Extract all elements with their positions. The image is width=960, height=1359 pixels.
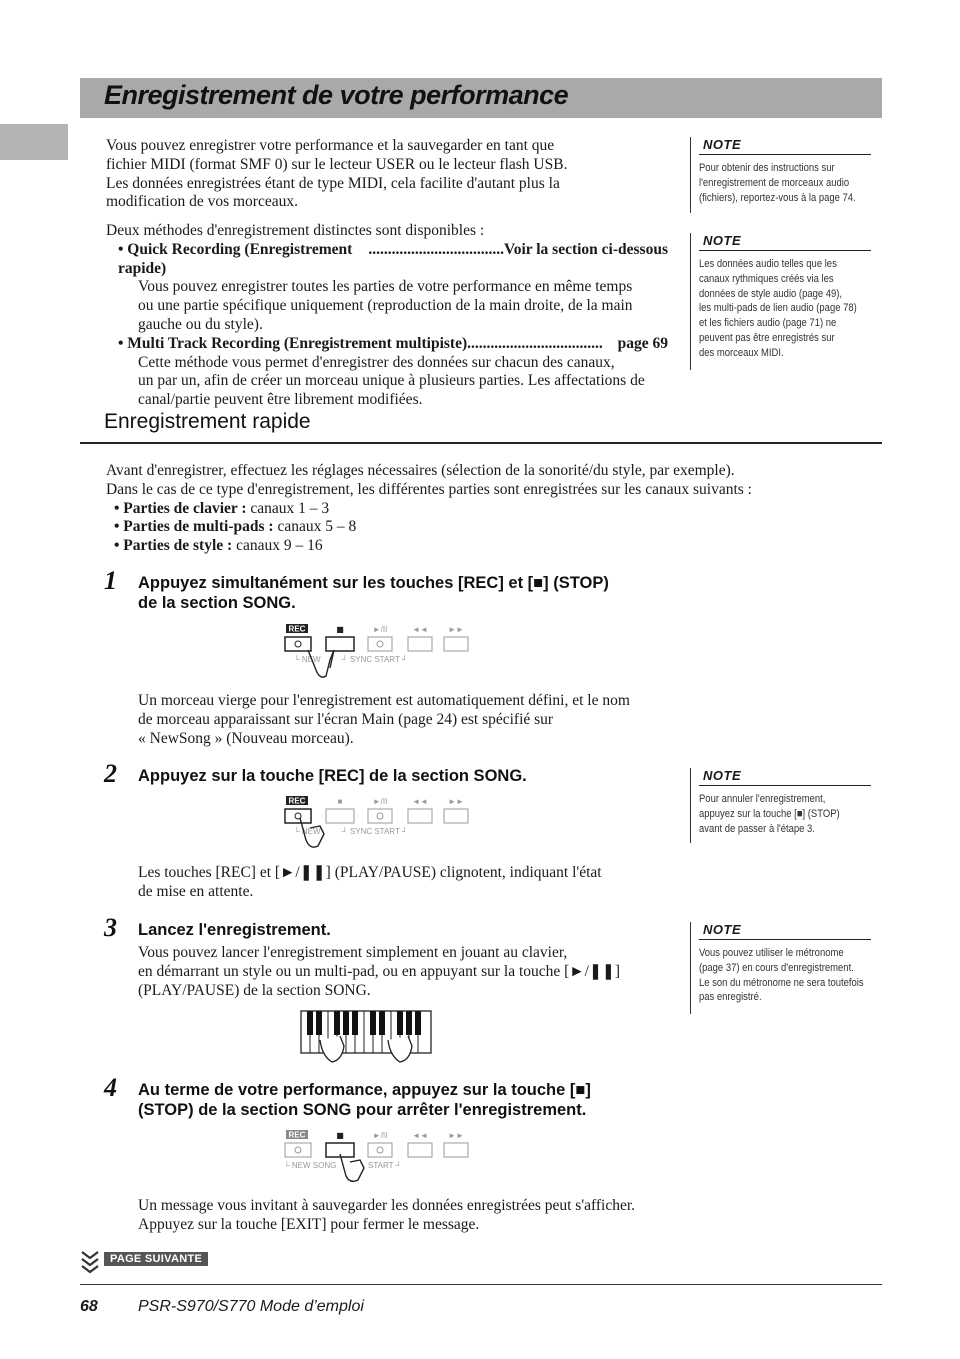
- note-audio-data: NOTE Les données audio telles que les canaux rythmiques créés via les données de style audio (page 49), les multi-pads de lien audio (page 78) et les fichiers audio (page 71) ne peuvent pas être enregistrés sur des morceaux MIDI.: [690, 233, 889, 370]
- song-panel-illustration: [280, 1126, 480, 1188]
- quick-intro: Avant d'enregistrer, effectuez les réglages nécessaires (sélection de la sonorité/du style, par exemple). Dans le cas de ce type d'enregistrement, les différentes parties sont enregistrées sur les canaux suivants : • Parties de clavier : canaux 1 – 3 • Parties de multi-pads : canaux 5 – 8 • Parties de style : canaux 9 – 16: [106, 462, 826, 556]
- step-title: Appuyez simultanément sur les touches [REC] et [■] (STOP) de la section SONG.: [138, 574, 609, 612]
- rew-label: ◄◄: [412, 625, 428, 634]
- step-text: Un message vous invitant à sauvegarder les données enregistrées peut s'afficher. Appuyez sur la touche [EXIT] pour fermer le message.: [138, 1197, 636, 1233]
- manual-title: PSR-S970/S770 Mode d’emploi: [138, 1298, 364, 1315]
- play-label: ►/II: [372, 1131, 388, 1140]
- song-panel-illustration: [280, 620, 480, 684]
- rew-button: [408, 1143, 432, 1157]
- step-number: 2: [104, 759, 117, 788]
- channel-item: • Parties de style : canaux 9 – 16: [114, 537, 323, 555]
- stop-button: [326, 637, 354, 651]
- methods-intro: Deux méthodes d'enregistrement distinctes sont disponibles :: [106, 222, 485, 239]
- stop-label: ■: [336, 1131, 344, 1140]
- ff-button: [444, 637, 468, 651]
- rec-label: REC: [288, 796, 306, 806]
- keyboard-illustration: [300, 1010, 434, 1072]
- next-page-badge: PAGE SUIVANTE: [104, 1252, 208, 1266]
- rec-label: REC: [288, 1130, 306, 1140]
- channel-item: • Parties de multi-pads : canaux 5 – 8: [114, 518, 357, 536]
- next-page-arrow-icon: [80, 1250, 100, 1274]
- step-text: Vous pouvez lancer l'enregistrement simplement en jouant au clavier, en démarrant un style ou un multi-pad, ou en appuyant sur la touche [►/❚❚] (PLAY/PAUSE) de la section SONG.: [138, 944, 621, 999]
- step-title: Au terme de votre performance, appuyez sur la touche [■] (STOP) de la section SONG pour arrêter l'enregistrement.: [138, 1081, 591, 1119]
- play-label: ►/II: [372, 797, 388, 806]
- note-label: NOTE: [699, 922, 871, 940]
- method-quick-desc: Vous pouvez enregistrer toutes les parties de votre performance en même temps ou une partie spécifique uniquement (reproduction de la main droite, de la main gauche ou du style).: [138, 278, 633, 333]
- svg-text:┘ SYNC START ┘: ┘ SYNC START ┘: [342, 655, 408, 664]
- play-button: [368, 637, 392, 651]
- method-multitrack: • Multi Track Recording (Enregistrement multipiste) ................................... page 69: [118, 334, 668, 352]
- step-number: 1: [104, 566, 117, 595]
- step-number: 3: [104, 913, 117, 942]
- stop-label: ■: [336, 625, 344, 634]
- section-heading: Enregistrement rapide: [104, 410, 311, 433]
- ff-button: [444, 1143, 468, 1157]
- note-label: NOTE: [699, 768, 871, 786]
- svg-text:└ NEW SONG: └ NEW SONG: [284, 1161, 337, 1170]
- step-text: Les touches [REC] et [►/❚❚] (PLAY/PAUSE) clignotent, indiquant l'état de mise en attente.: [138, 864, 602, 900]
- step-title: Lancez l'enregistrement.: [138, 921, 331, 939]
- play-button: [368, 1143, 392, 1157]
- rew-label: ◄◄: [412, 1131, 428, 1140]
- method-multitrack-desc: Cette méthode vous permet d'enregistrer des données sur chacun des canaux, un par un, afin de créer un morceau unique à plusieurs parties. Les affectations de canal/partie peuvent être librement modifiées.: [138, 353, 645, 409]
- note-audio-recording: NOTE Pour obtenir des instructions sur l'enregistrement de morceaux audio (fichiers), reportez-vous à la page 74.: [690, 137, 889, 213]
- page-title: Enregistrement de votre performance: [104, 80, 569, 110]
- note-cancel: NOTE Pour annuler l'enregistrement, appuyez sur la touche [■] (STOP) avant de passer à l'étape 3.: [690, 768, 889, 843]
- pointing-hand-icon: [340, 1154, 364, 1181]
- step-number: 4: [104, 1073, 117, 1102]
- ff-button: [444, 809, 468, 823]
- rec-button: [285, 1143, 311, 1157]
- note-metronome: NOTE Vous pouvez utiliser le métronome (page 37) en cours d'enregistrement. Le son du métronome ne sera toutefois pas enregistré.: [690, 922, 889, 1014]
- play-label: ►/II: [372, 625, 388, 634]
- rec-button: [285, 809, 311, 823]
- rew-button: [408, 809, 432, 823]
- ff-label: ►►: [448, 625, 464, 634]
- methods-block: [106, 222, 668, 410]
- step-title: Appuyez sur la touche [REC] de la section SONG.: [138, 767, 527, 785]
- left-hand-icon: [320, 1036, 344, 1062]
- method-quick-ref: Voir la section ci-dessous: [503, 240, 668, 258]
- svg-text:└ NEW: └ NEW: [294, 655, 321, 664]
- note-label: NOTE: [699, 137, 871, 155]
- svg-text:START ┘: START ┘: [368, 1161, 402, 1170]
- stop-button: [326, 809, 354, 823]
- right-hand-icon: [388, 1036, 412, 1062]
- step-text: Un morceau vierge pour l'enregistrement est automatiquement défini, et le nom de morceau apparaissant sur l'écran Main (page 24) est spécifié sur « NewSong » (Nouveau morceau).: [138, 692, 630, 747]
- side-tab: [0, 124, 68, 160]
- channel-item: • Parties de clavier : canaux 1 – 3: [114, 499, 330, 517]
- rew-button: [408, 637, 432, 651]
- song-panel-illustration: [280, 792, 480, 854]
- ff-label: ►►: [448, 797, 464, 806]
- ff-label: ►►: [448, 1131, 464, 1140]
- rec-button: [285, 637, 311, 651]
- rec-label: REC: [288, 624, 306, 634]
- intro-paragraph: Vous pouvez enregistrer votre performance et la sauvegarder en tant que fichier MIDI (format SMF 0) sur le lecteur USER ou le lecteur flash USB. Les données enregistrées étant de type MIDI, cela facilite d'autant plus la modification de vos morceaux.: [106, 137, 568, 211]
- rew-label: ◄◄: [412, 797, 428, 806]
- method-quick: • Quick Recording (Enregistrement rapide) ................................... Voir la section ci-dessous: [118, 240, 668, 277]
- note-label: NOTE: [699, 233, 871, 251]
- svg-text:└ NEW: └ NEW: [294, 827, 321, 836]
- play-button: [368, 809, 392, 823]
- stop-label: ■: [337, 797, 343, 806]
- section-rule: [80, 442, 882, 444]
- svg-text:┘ SYNC START ┘: ┘ SYNC START ┘: [342, 827, 408, 836]
- method-multitrack-ref: page 69: [617, 334, 668, 352]
- footer-rule: [80, 1284, 882, 1285]
- page-number: 68: [80, 1298, 98, 1315]
